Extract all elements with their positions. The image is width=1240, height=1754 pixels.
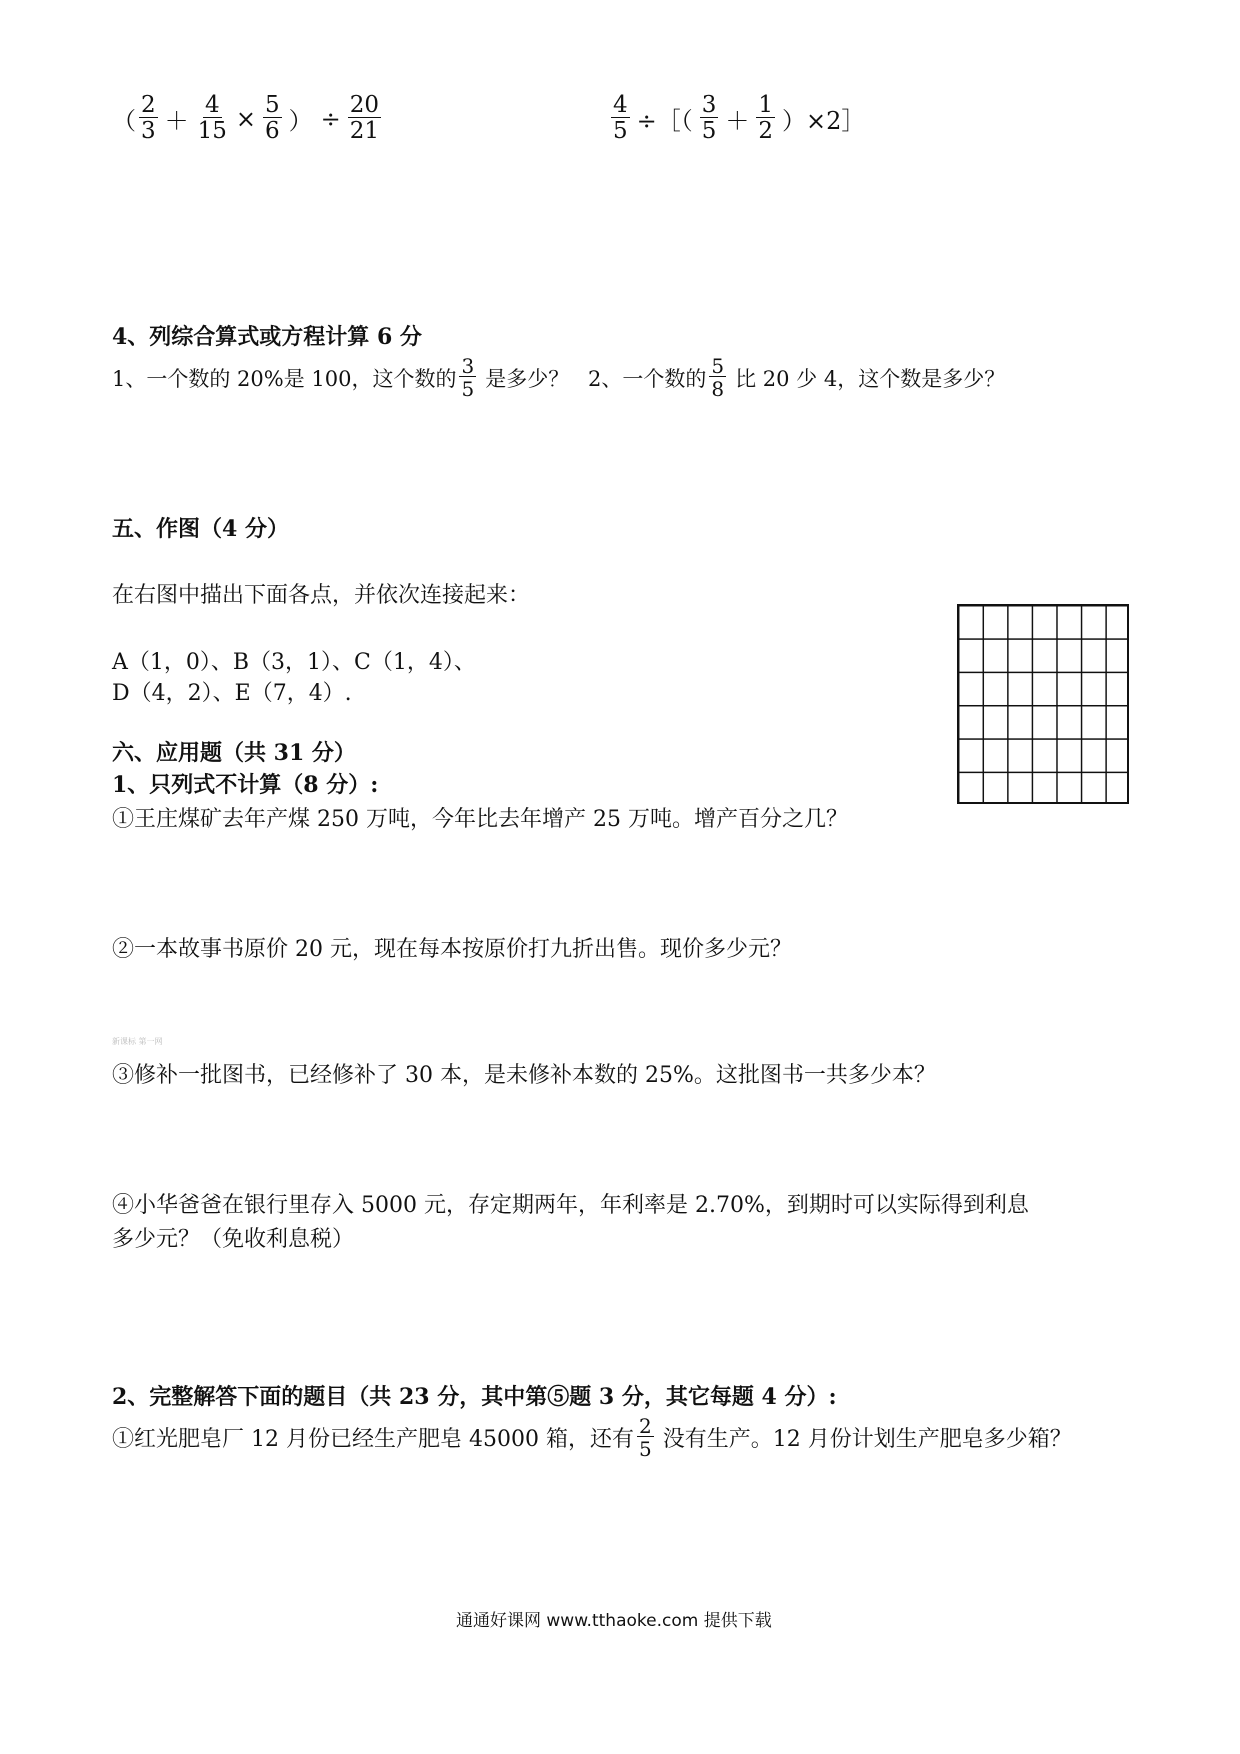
fraction-5-8: $\frac{5}{8}$ <box>711 354 725 401</box>
section4-title: 4、列综合算式或方程计算 6 分 <box>112 324 422 350</box>
fraction-4-5: $\frac{4}{5}$ <box>613 92 628 144</box>
question-4-line-2: 多少元？（免收利息税） <box>112 1227 355 1252</box>
fraction-5-6: $\frac{5}{6}$ <box>265 92 280 144</box>
question-5: ①红光肥皂厂 12 月份已经生产肥皂 45000 箱，还有 $\frac{2}{5}$ 没有生产。12 月份计划生产肥皂多少箱？ <box>112 1414 1072 1461</box>
question-1: ①王庄煤矿去年产煤 250 万吨，今年比去年增产 25 万吨。增产百分之几？ <box>112 807 848 832</box>
section6-title: 六、应用题（共 31 分） <box>112 740 356 766</box>
question-2: ②一本故事书原价 20 元，现在每本按原价打九折出售。现价多少元？ <box>112 937 792 962</box>
fraction-3-5: $\frac{3}{5}$ <box>701 92 717 144</box>
points-line-1: A（1，0）、B（3，1）、C（1，4）、 <box>112 650 476 675</box>
fraction-4-15: $\frac{4}{15}$ <box>197 92 227 144</box>
section4-question-1: 1、一个数的 20%是 100，这个数的 $\frac{3}{5}$ 是多少？ <box>112 354 570 401</box>
page-footer: 通通好课网 www.tthaoke.com 提供下载 <box>456 1611 772 1631</box>
expression-1 <box>112 94 384 143</box>
plus-sign: ＋ <box>164 107 189 135</box>
question-3: ③修补一批图书，已经修补了 30 本，是未修补本数的 25%。这批图书一共多少本？ <box>112 1063 936 1088</box>
fraction-1-2: $\frac{1}{2}$ <box>758 92 774 144</box>
plus-sign: ＋ <box>725 107 750 135</box>
coordinate-grid <box>957 604 1129 804</box>
faint-watermark: 新课标 第一网 <box>112 1037 163 1046</box>
divide-sign: ÷ <box>320 104 341 133</box>
divide-bracket: ÷［（ <box>636 107 693 135</box>
section6-sub2-title: 2、完整解答下面的题目（共 23 分，其中第⑤题 3 分，其它每题 4 分）: <box>112 1384 837 1410</box>
points-line-2: D（4，2）、E（7，4）. <box>112 681 352 706</box>
close-paren: ） <box>288 107 313 135</box>
bracket-tail: ）×2］ <box>782 107 866 135</box>
open-paren: （ <box>112 107 136 135</box>
times-sign: × <box>235 104 257 133</box>
fraction-20-21: $\frac{20}{21}$ <box>349 92 380 144</box>
question-4-line-1: ④小华爸爸在银行里存入 5000 元，存定期两年，年利率是 2.70%，到期时可以实际得到利息 <box>112 1193 1029 1218</box>
fraction-2-3: $\frac{2}{3}$ <box>141 92 156 144</box>
section4-question-2: 2、一个数的 $\frac{5}{8}$ 比 20 少 4，这个数是多少？ <box>588 354 1006 401</box>
section5-title: 五、作图（4 分） <box>112 516 289 542</box>
fraction-2-5: $\frac{2}{5}$ <box>638 1414 652 1461</box>
section6-sub1-title: 1、只列式不计算（8 分）: <box>112 772 379 798</box>
drawing-instruction: 在右图中描出下面各点，并依次连接起来： <box>112 583 531 608</box>
fraction-3-5: $\frac{3}{5}$ <box>461 354 475 401</box>
expression-2 <box>608 94 869 143</box>
